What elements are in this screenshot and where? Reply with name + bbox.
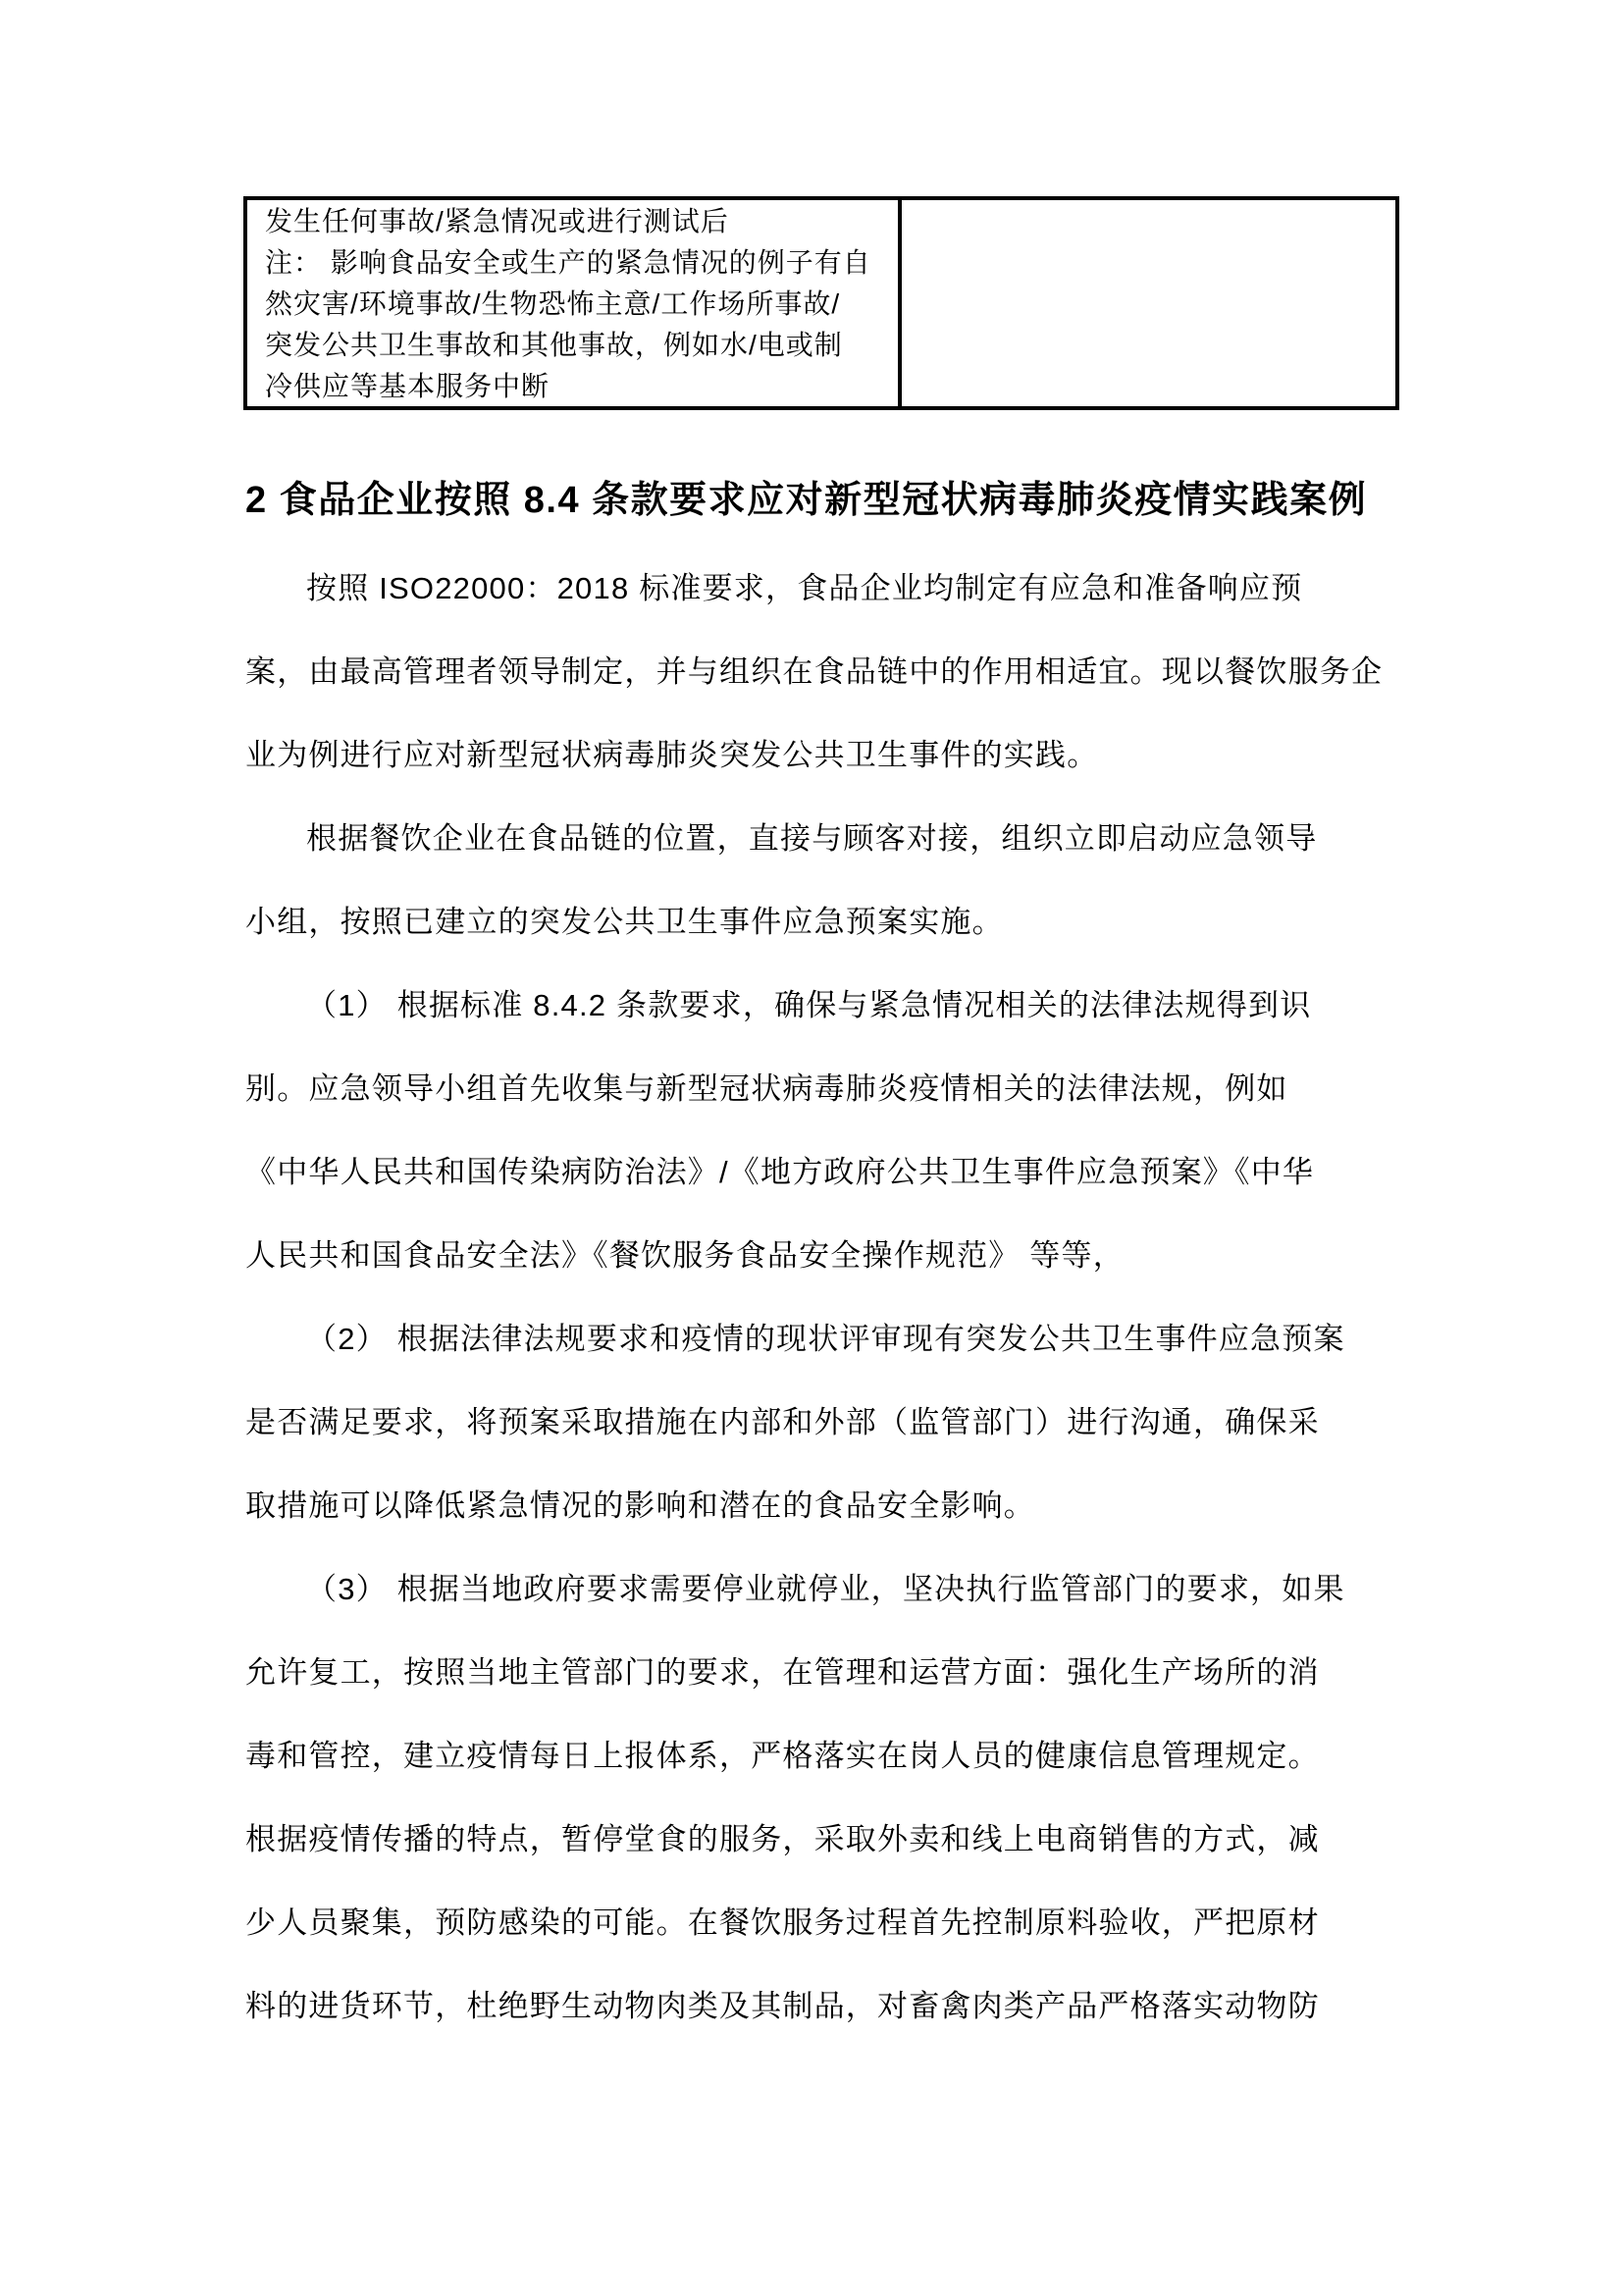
body-line: （1） 根据标准 8.4.2 条款要求，确保与紧急情况相关的法律法规得到识 <box>306 988 1312 1022</box>
table-cell-left <box>247 200 902 406</box>
body-line: （2） 根据法律法规要求和疫情的现状评审现有突发公共卫生事件应急预案 <box>306 1322 1345 1356</box>
body-line: 按照 ISO22000：2018 标准要求，食品企业均制定有应急和准备响应预 <box>306 571 1303 605</box>
body-line: 是否满足要求，将预案采取措施在内部和外部（监管部门）进行沟通，确保采 <box>245 1405 1320 1439</box>
body-text <box>245 547 1391 2048</box>
body-line: 别。应急领导小组首先收集与新型冠状病毒肺炎疫情相关的法律法规，例如 <box>245 1071 1288 1106</box>
body-line: 允许复工，按照当地主管部门的要求，在管理和运营方面：强化生产场所的消 <box>245 1655 1320 1690</box>
table-cell-line: 冷供应等基本服务中断 <box>265 371 550 401</box>
body-line: 少人员聚集，预防感染的可能。在餐饮服务过程首先控制原料验收，严把原材 <box>245 1905 1320 1940</box>
table-cell-line: 突发公共卫生事故和其他事故，例如水/电或制 <box>265 330 843 360</box>
body-line: 料的进货环节，杜绝野生动物肉类及其制品，对畜禽肉类产品严格落实动物防 <box>245 1989 1320 2023</box>
section-heading: 2 食品企业按照 8.4 条款要求应对新型冠状病毒肺炎疫情实践案例 <box>245 480 1368 521</box>
body-line: 根据疫情传播的特点，暂停堂食的服务，采取外卖和线上电商销售的方式，减 <box>245 1822 1320 1856</box>
body-line: 案，由最高管理者领导制定，并与组织在食品链中的作用相适宜。现以餐饮服务企 <box>245 654 1384 689</box>
table-cell-line: 然灾害/环境事故/生物恐怖主意/工作场所事故/ <box>265 288 841 319</box>
emergency-note-table <box>243 196 1399 410</box>
body-line: 毒和管控，建立疫情每日上报体系，严格落实在岗人员的健康信息管理规定。 <box>245 1739 1320 1773</box>
body-line: 取措施可以降低紧急情况的影响和潜在的食品安全影响。 <box>245 1488 1035 1523</box>
body-line: （3） 根据当地政府要求需要停业就停业，坚决执行监管部门的要求，如果 <box>306 1572 1345 1606</box>
body-line: 《中华人民共和国传染病防治法》/《地方政府公共卫生事件应急预案》《中华 <box>245 1155 1315 1189</box>
body-line: 根据餐饮企业在食品链的位置，直接与顾客对接，组织立即启动应急领导 <box>306 821 1318 856</box>
table-cell-line: 发生任何事故/紧急情况或进行测试后 <box>265 206 729 236</box>
body-line: 人民共和国食品安全法》《餐饮服务食品安全操作规范》 等等， <box>245 1238 1125 1273</box>
table-cell-right <box>902 200 1395 406</box>
body-line: 小组，按照已建立的突发公共卫生事件应急预案实施。 <box>245 905 1004 939</box>
body-line: 业为例进行应对新型冠状病毒肺炎突发公共卫生事件的实践。 <box>245 738 1099 772</box>
table-cell-line: 注： 影响食品安全或生产的紧急情况的例子有自 <box>265 247 871 278</box>
